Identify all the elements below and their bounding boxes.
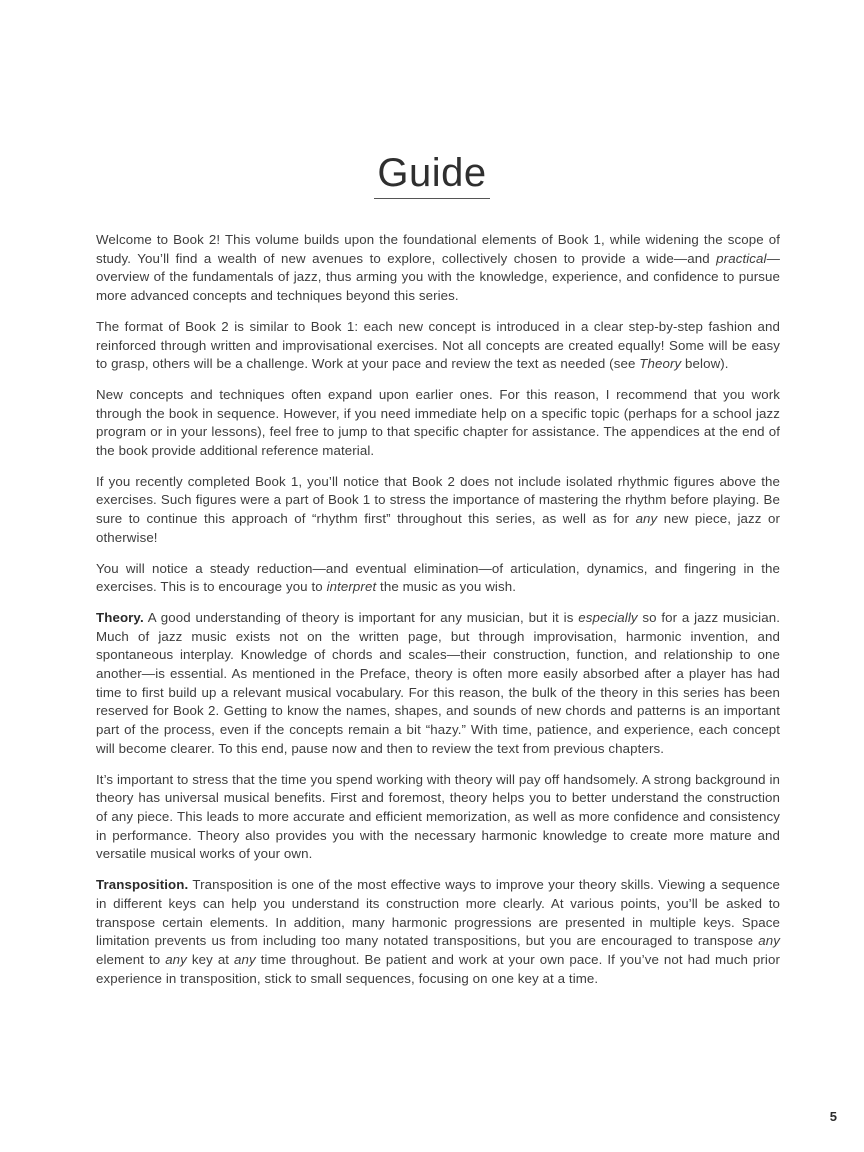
- bold-run: Transposition.: [96, 877, 189, 893]
- paragraph: [96, 876, 780, 988]
- paragraph: [96, 318, 780, 374]
- paragraph: [96, 473, 780, 548]
- italic-run: any: [635, 511, 658, 527]
- page-number: 5: [829, 1109, 837, 1124]
- text-run: the music as you wish.: [376, 579, 517, 595]
- italic-run: practical: [716, 250, 767, 266]
- italic-run: Theory: [639, 356, 682, 372]
- body-text: [96, 231, 780, 988]
- paragraph: [96, 771, 780, 865]
- paragraph: [96, 231, 780, 306]
- text-run: Transposition is one of the most effective ways to improve your theory skills. Viewing a sequence in different keys can help you understand its construction more clearly. At various points, you’ll be asked to transpose certain elements. In addition, many harmonic progressions are presented in multiple keys. Space limitation prevents us from including too many notated transpositions, but you are encouraged to transpose: [96, 877, 780, 949]
- page-title: Guide: [374, 151, 489, 199]
- italic-run: especially: [578, 609, 638, 625]
- italic-run: any: [758, 933, 780, 949]
- text-run: If you recently completed Book 1, you’ll notice that Book 2 does not include isolated rhythmic figures above the exercises. Such figures were a part of Book 1 to stress the importance of mastering the rhythm before playing. Be sure to continue this approach of “rhythm first” throughout this series, as well as for: [96, 473, 780, 527]
- text-run: —overview of the fundamentals of jazz, thus arming you with the knowledge, experience, and confidence to pursue more advanced concepts and techniques beyond this series.: [96, 250, 780, 304]
- paragraph: [96, 609, 780, 759]
- title-section: [0, 124, 864, 226]
- text-run: You will notice a steady reduction—and eventual elimination—of articulation, dynamics, and fingering in the exercises. This is to encourage you to: [96, 560, 780, 595]
- text-run: New concepts and techniques often expand upon earlier ones. For this reason, I recommend that you work through the book in sequence. However, if you need immediate help on a specific topic (perhaps for a school jazz program or in your lessons), feel free to jump to that specific chapter for assistance. The appendices at the end of the book provide additional reference material.: [96, 386, 780, 459]
- text-run: element to: [96, 951, 166, 967]
- bold-run: Theory.: [96, 609, 144, 625]
- text-run: time throughout. Be patient and work at your own pace. If you’ve not had much prior experience in transposition, stick to small sequences, focusing on one key at a time.: [96, 951, 780, 986]
- text-run: key at: [186, 951, 235, 967]
- paragraph: [96, 386, 780, 461]
- text-run: The format of Book 2 is similar to Book 1: each new concept is introduced in a clear step-by-step fashion and reinforced through written and improvisational exercises. Not all concepts are created equally! Some will be easy to grasp, others will be a challenge. Work at your pace and review the text as needed (see: [96, 318, 780, 372]
- text-run: A good understanding of theory is important for any musician, but it is: [143, 609, 579, 625]
- text-run: It’s important to stress that the time you spend working with theory will pay off handsomely. A strong background in theory has universal musical benefits. First and foremost, theory helps you to better understand the construction of any piece. This leads to more accurate and efficient memorization, as well as more confidence and consistency in performance. Theory also provides you with the necessary harmonic knowledge to create more mature and versatile musical works of your own.: [96, 771, 780, 862]
- paragraph: [96, 560, 780, 597]
- italic-run: any: [165, 951, 187, 967]
- text-run: new piece, jazz or otherwise!: [96, 511, 781, 545]
- italic-run: any: [234, 951, 256, 967]
- text-run: so for a jazz musician. Much of jazz music exists not on the written page, but through improvisation, harmonic invention, and spontaneous interplay. Knowledge of chords and scales—their construction, function, and relationship to one another—is essential. As mentioned in the Preface, theory is often more easily absorbed after a player has had time to first build up a relevant musical vocabulary. For this reason, the bulk of the theory in this series has been reserved for Book 2. Getting to know the names, shapes, and sounds of new chords and patterns is an important part of the process, even if the concepts remain a bit “hazy.” With time, patience, and experience, each concept will become clearer. To this end, pause now and then to review the text from previous chapters.: [96, 609, 780, 756]
- text-run: Welcome to Book 2! This volume builds upon the foundational elements of Book 1, while widening the scope of study. You’ll find a wealth of new avenues to explore, collectively chosen to provide a wide—and: [96, 232, 780, 266]
- text-run: below).: [681, 356, 729, 372]
- italic-run: interpret: [326, 579, 377, 595]
